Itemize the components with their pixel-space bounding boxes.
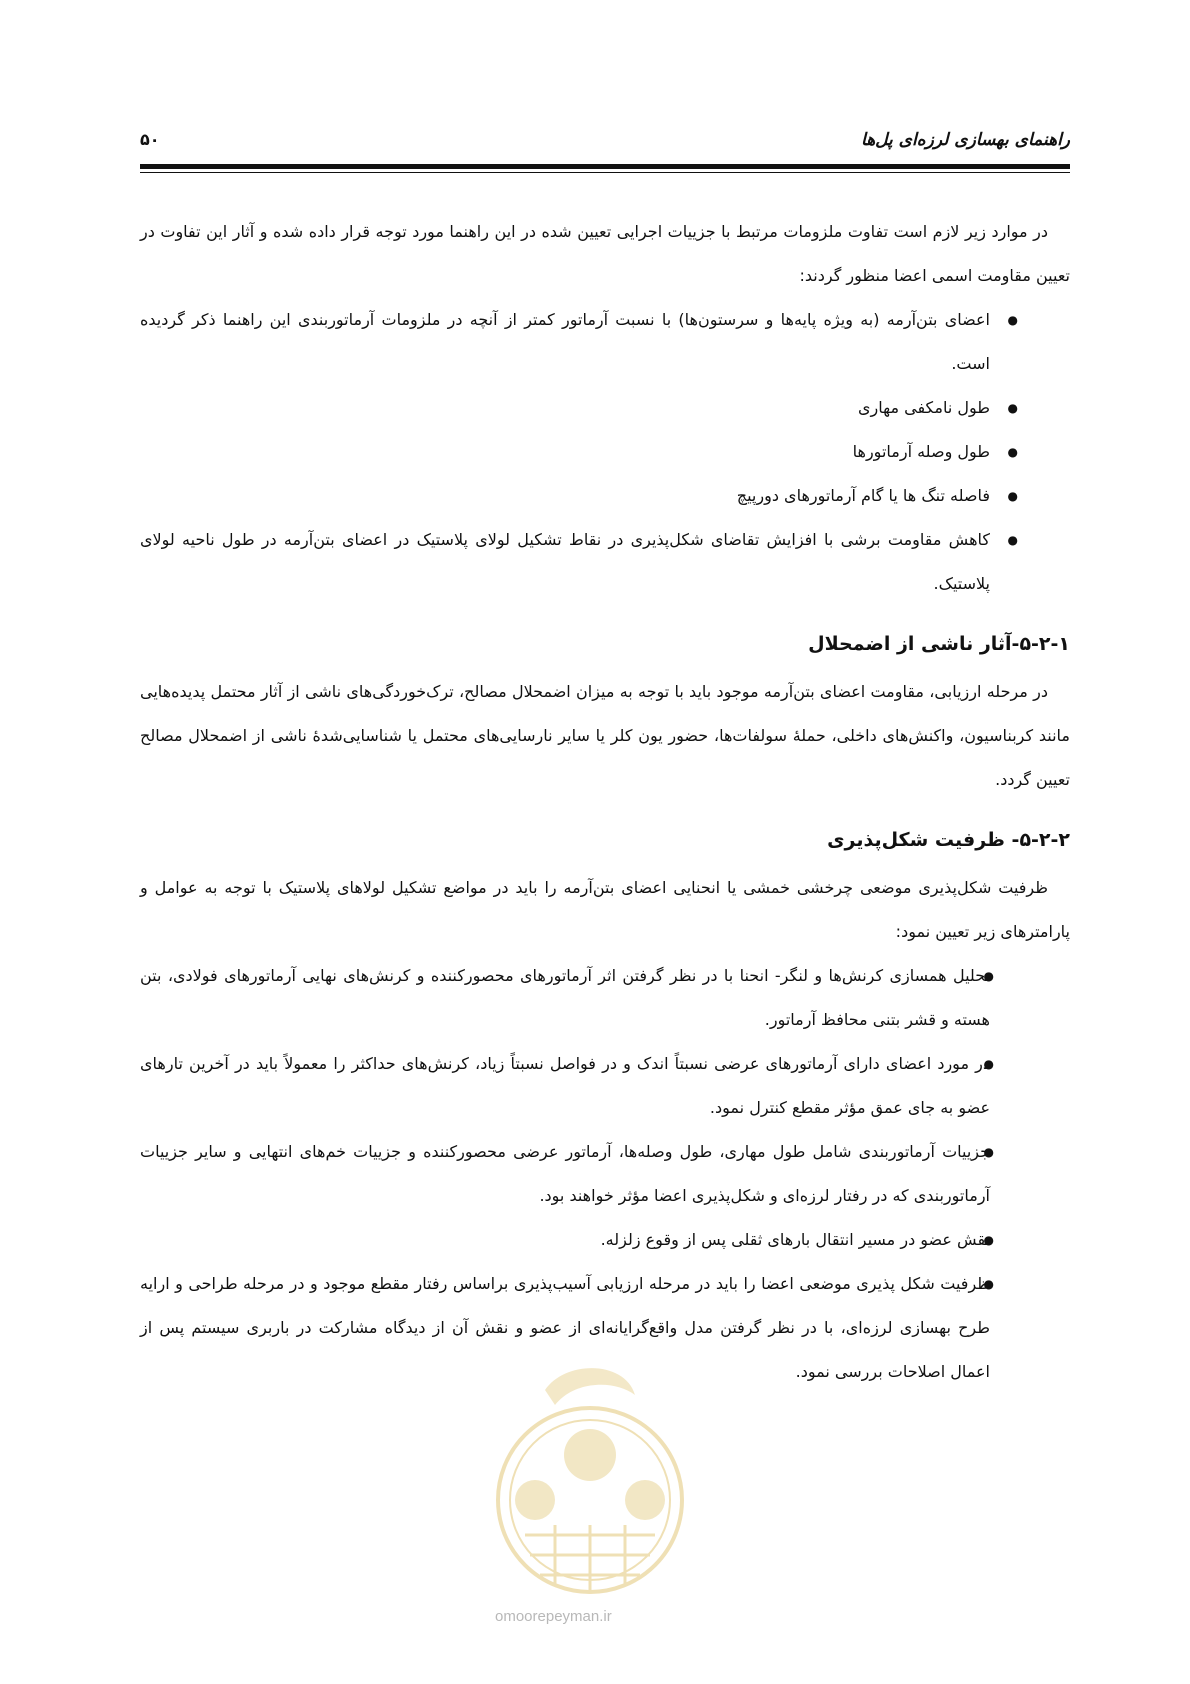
- page-content: [140, 210, 1070, 1394]
- intro-bullet-list: [140, 298, 1070, 606]
- section-heading-degradation: ۵-۲-۱-آثار ناشی از اضمحلال: [808, 633, 1070, 655]
- list-item: ● ظرفیت شکل پذیری موضعی اعضا را باید در مرحله ارزیابی آسیب‌پذیری براساس رفتار مقطع موجود و در مرحله طراحی و ارایه طرح بهسازی لرزه‌ای، با در نظر گرفتن مدل واقع‌گرایانه‌ای از عضو و نقش آن از دیدگاه مشارکت در باربری سیستم پس از اعمال اصلاحات بررسی نمود.: [140, 1262, 1070, 1394]
- ductility-bullet-list: [140, 954, 1070, 1394]
- watermark-logo: [485, 1350, 695, 1620]
- intro-paragraph: در موارد زیر لازم است تفاوت ملزومات مرتبط با جزییات اجرایی تعیین شده در این راهنما مورد توجه قرار داده شده و آثار این تفاوت در تعیین مقاومت اسمی اعضا منظور گردند:: [140, 222, 1070, 285]
- ductility-paragraph: ظرفیت شکل‌پذیری موضعی چرخشی خمشی یا انحنایی اعضای بتن‌آرمه را باید در مواضع تشکیل لولاهای پلاستیک با توجه به عوامل و پارامترهای زیر تعیین نمود:: [140, 878, 1070, 941]
- list-item: ● کاهش مقاومت برشی با افزایش تقاضای شکل‌پذیری در نقاط تشکیل لولای پلاستیک در اعضای بتن‌آرمه در طول ناحیه لولای پلاستیک.: [140, 518, 1070, 606]
- header-rule-thick: [140, 164, 1070, 169]
- list-item: ● طول وصله آرماتورها: [140, 430, 1070, 474]
- list-item: ● طول نامکفی مهاری: [140, 386, 1070, 430]
- list-item: ● اعضای بتن‌آرمه (به ویژه پایه‌ها و سرستون‌ها) با نسبت آرماتور کمتر از آنچه در ملزومات آرماتوربندی این راهنما ذکر گردیده است.: [140, 298, 1070, 386]
- list-item: ● در مورد اعضای دارای آرماتورهای عرضی نسبتاً اندک و در فواصل نسبتاً زیاد، کرنش‌های حداکثر را معمولاً باید در آخرین تارهای عضو به جای عمق مؤثر مقطع کنترل نمود.: [140, 1042, 1070, 1130]
- list-item: ● فاصله تنگ ها یا گام آرماتورهای دورپیچ: [140, 474, 1070, 518]
- list-item: ● تحلیل همسازی کرنش‌ها و لنگر- انحنا با در نظر گرفتن اثر آرماتورهای محصورکننده و کرنش‌های نهایی آرماتورهای فولادی، بتن هسته و قشر بتنی محافظ آرماتور.: [140, 954, 1070, 1042]
- page-header: [140, 128, 1070, 158]
- section-heading-ductility: ۵-۲-۲- ظرفیت شکل‌پذیری: [827, 829, 1070, 851]
- watermark-url: omoorepeyman.ir: [495, 1608, 612, 1625]
- list-item: ● نقش عضو در مسیر انتقال بارهای ثقلی پس از وقوع زلزله.: [140, 1218, 1070, 1262]
- page-number: ۵۰: [140, 130, 160, 149]
- degradation-paragraph: در مرحله ارزیابی، مقاومت اعضای بتن‌آرمه موجود باید با توجه به میزان اضمحلال مصالح، ترک‌خوردگی‌های ناشی از آثار محتمل پدیده‌هایی مانند کربناسیون، واکنش‌های داخلی، حملهٔ سولفات‌ها، حضور یون کلر یا سایر نارسایی‌های محتمل یا شناسایی‌شدهٔ ناشی از اضمحلال مصالح تعیین گردد.: [140, 682, 1070, 789]
- running-title: راهنمای بهسازی لرزه‌ای پل‌ها: [861, 130, 1070, 150]
- list-item: ● جزییات آرماتوربندی شامل طول مهاری، طول وصله‌ها، آرماتور عرضی محصورکننده و جزییات خم‌های انتهایی و سایر جزییات آرماتوربندی که در رفتار لرزه‌ای و شکل‌پذیری اعضا مؤثر خواهند بود.: [140, 1130, 1070, 1218]
- header-rule-thin: [140, 172, 1070, 173]
